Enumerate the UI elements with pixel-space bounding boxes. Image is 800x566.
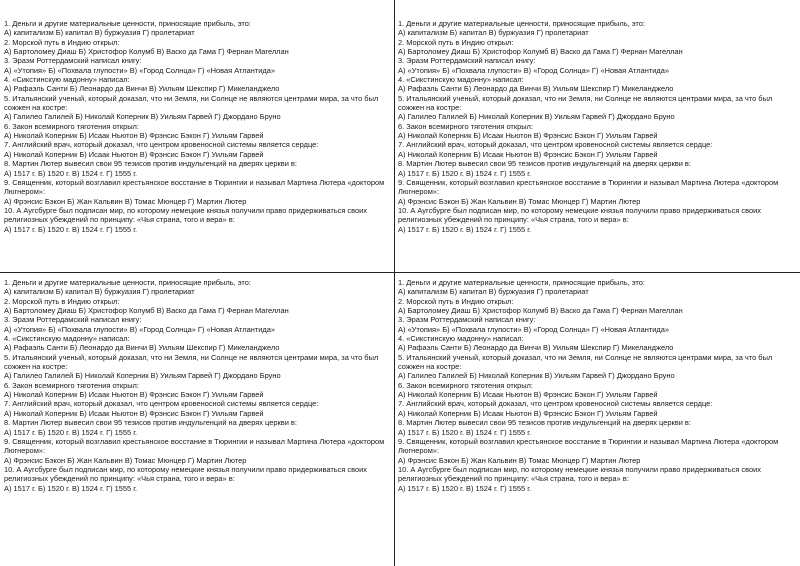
answer-options: А) Галилео Галилей Б) Николай Коперник В) Уильям Гарвей Г) Джордано Бруно [4, 112, 281, 122]
answer-options: А) 1517 г. Б) 1520 г. В) 1524 г. Г) 1555 г. [398, 427, 532, 437]
answer-options: А) Фрэнсис Бэкон Б) Жан Кальвин В) Томас Мюнцер Г) Мартин Лютер [4, 455, 247, 465]
question-text: 10. А Аугсбурге был подписан мир, по которому немецкие князья получили право придерживаться своих религиозных убеждений по принципу: «Чья страна, того и вера» в: [4, 464, 368, 484]
answer-options: А) Фрэнсис Бэкон Б) Жан Кальвин В) Томас Мюнцер Г) Мартин Лютер [4, 196, 247, 206]
question-text: 5. Итальянский ученый, который доказал, что ни Земля, ни Солнце не являются центрами мира, за что был сожжен на костре: [398, 93, 773, 113]
question-text: 2. Морской путь в Индию открыл: [398, 296, 514, 306]
answer-options: А) Галилео Галилей Б) Николай Коперник В) Уильям Гарвей Г) Джордано Бруно [398, 371, 675, 381]
question-text: 9. Священник, который возглавил крестьянское восстание в Тюрингии и называл Мартина Лютера «доктором Люгнером»: [398, 436, 779, 456]
answer-options: А) Николай Коперник Б) Исаак Ньютон В) Фрэнсис Бэкон Г) Уильям Гарвей [4, 390, 264, 400]
answer-options: А) 1517 г. Б) 1520 г. В) 1524 г. Г) 1555 г. [398, 224, 532, 234]
question-text: 5. Итальянский ученый, который доказал, что ни Земля, ни Солнце не являются центрами мира, за что был сожжен на костре: [4, 352, 379, 372]
question-text: 1. Деньги и другие материальные ценности, приносящие прибыль, это: [4, 278, 251, 287]
answer-options: А) Николай Коперник Б) Исаак Ньютон В) Фрэнсис Бэкон Г) Уильям Гарвей [4, 131, 264, 141]
answer-options: А) капитализм Б) капитал В) буржуазия Г) пролетариат [4, 28, 195, 38]
answer-options: А) Николай Коперник Б) Исаак Ньютон В) Фрэнсис Бэкон Г) Уильям Гарвей [398, 131, 658, 141]
answer-options: А) Рафаэль Санти Б) Леонардо да Винчи В) Уильям Шекспир Г) Микеланджело [398, 84, 674, 94]
question-text: 10. А Аугсбурге был подписан мир, по которому немецкие князья получили право придерживаться своих религиозных убеждений по принципу: «Чья страна, того и вера» в: [398, 205, 762, 225]
answer-options: А) Галилео Галилей Б) Николай Коперник В) Уильям Гарвей Г) Джордано Бруно [4, 371, 281, 381]
answer-options: А) «Утопия» Б) «Похвала глупости» В) «Город Солнца» Г) «Новая Атлантида» [4, 324, 276, 334]
question-text: 9. Священник, который возглавил крестьянское восстание в Тюрингии и называл Мартина Лютера «доктором Люгнером»: [398, 177, 779, 197]
question-text: 3. Эразм Роттердамский написал книгу: [4, 315, 142, 325]
question-text: 5. Итальянский ученый, который доказал, что ни Земля, ни Солнце не являются центрами мира, за что был сожжен на костре: [4, 93, 379, 113]
question-text: 2. Морской путь в Индию открыл: [4, 37, 120, 47]
answer-options: А) Рафаэль Санти Б) Леонардо да Винчи В) Уильям Шекспир Г) Микеланджело [4, 84, 280, 94]
question-text: 3. Эразм Роттердамский написал книгу: [398, 56, 536, 66]
answer-options: А) 1517 г. Б) 1520 г. В) 1524 г. Г) 1555 г. [398, 483, 532, 493]
answer-options: А) «Утопия» Б) «Похвала глупости» В) «Город Солнца» Г) «Новая Атлантида» [398, 324, 670, 334]
answer-options: А) Бартоломеу Диаш Б) Христофор Колумб В) Васко да Гама Г) Фернан Магеллан [4, 47, 289, 57]
question-text: 3. Эразм Роттердамский написал книгу: [398, 315, 536, 325]
quiz-card-bottom-right [398, 278, 782, 493]
question-text: 4. «Сикстинскую мадонну» написал: [398, 75, 524, 85]
answer-options: А) 1517 г. Б) 1520 г. В) 1524 г. Г) 1555 г. [398, 168, 532, 178]
question-text: 4. «Сикстинскую мадонну» написал: [4, 75, 130, 85]
question-text: 5. Итальянский ученый, который доказал, что ни Земля, ни Солнце не являются центрами мира, за что был сожжен на костре: [398, 352, 773, 372]
question-text: 6. Закон всемирного тяготения открыл: [4, 121, 139, 131]
quiz-card-top-right [398, 19, 782, 234]
question-text: 8. Мартин Лютер вывесил свои 95 тезисов против индульгенций на дверях церкви в: [398, 159, 691, 169]
question-text: 4. «Сикстинскую мадонну» написал: [398, 334, 524, 344]
question-text: 8. Мартин Лютер вывесил свои 95 тезисов против индульгенций на дверях церкви в: [4, 418, 297, 428]
question-text: 6. Закон всемирного тяготения открыл: [398, 380, 533, 390]
answer-options: А) 1517 г. Б) 1520 г. В) 1524 г. Г) 1555 г. [4, 224, 138, 234]
question-text: 7. Английский врач, который доказал, что центром кровеносной системы является сердце: [398, 140, 713, 150]
vertical-cut-line [394, 0, 395, 566]
answer-options: А) 1517 г. Б) 1520 г. В) 1524 г. Г) 1555 г. [4, 483, 138, 493]
answer-options: А) капитализм Б) капитал В) буржуазия Г) пролетариат [4, 287, 195, 297]
question-text: 8. Мартин Лютер вывесил свои 95 тезисов против индульгенций на дверях церкви в: [4, 159, 297, 169]
answer-options: А) Николай Коперник Б) Исаак Ньютон В) Фрэнсис Бэкон Г) Уильям Гарвей [4, 408, 264, 418]
question-text: 9. Священник, который возглавил крестьянское восстание в Тюрингии и называл Мартина Лютера «доктором Люгнером»: [4, 177, 385, 197]
question-text: 6. Закон всемирного тяготения открыл: [398, 121, 533, 131]
answer-options: А) капитализм Б) капитал В) буржуазия Г) пролетариат [398, 287, 589, 297]
answer-options: А) Бартоломеу Диаш Б) Христофор Колумб В) Васко да Гама Г) Фернан Магеллан [398, 306, 683, 316]
answer-options: А) «Утопия» Б) «Похвала глупости» В) «Город Солнца» Г) «Новая Атлантида» [4, 65, 276, 75]
answer-options: А) Бартоломеу Диаш Б) Христофор Колумб В) Васко да Гама Г) Фернан Магеллан [4, 306, 289, 316]
answer-options: А) Николай Коперник Б) Исаак Ньютон В) Фрэнсис Бэкон Г) Уильям Гарвей [398, 149, 658, 159]
quiz-card-top-left [4, 19, 388, 234]
horizontal-cut-line [0, 272, 800, 273]
question-text: 2. Морской путь в Индию открыл: [398, 37, 514, 47]
answer-options: А) Галилео Галилей Б) Николай Коперник В) Уильям Гарвей Г) Джордано Бруно [398, 112, 675, 122]
question-text: 7. Английский врач, который доказал, что центром кровеносной системы является сердце: [4, 399, 319, 409]
quiz-card-bottom-left [4, 278, 388, 493]
answer-options: А) Бартоломеу Диаш Б) Христофор Колумб В) Васко да Гама Г) Фернан Магеллан [398, 47, 683, 57]
answer-options: А) Николай Коперник Б) Исаак Ньютон В) Фрэнсис Бэкон Г) Уильям Гарвей [398, 408, 658, 418]
answer-options: А) Фрэнсис Бэкон Б) Жан Кальвин В) Томас Мюнцер Г) Мартин Лютер [398, 196, 641, 206]
question-text: 4. «Сикстинскую мадонну» написал: [4, 334, 130, 344]
question-text: 8. Мартин Лютер вывесил свои 95 тезисов против индульгенций на дверях церкви в: [398, 418, 691, 428]
answer-options: А) 1517 г. Б) 1520 г. В) 1524 г. Г) 1555 г. [4, 168, 138, 178]
question-text: 3. Эразм Роттердамский написал книгу: [4, 56, 142, 66]
question-text: 2. Морской путь в Индию открыл: [4, 296, 120, 306]
answer-options: А) Николай Коперник Б) Исаак Ньютон В) Фрэнсис Бэкон Г) Уильям Гарвей [4, 149, 264, 159]
question-text: 6. Закон всемирного тяготения открыл: [4, 380, 139, 390]
question-text: 1. Деньги и другие материальные ценности, приносящие прибыль, это: [398, 278, 645, 287]
answer-options: А) «Утопия» Б) «Похвала глупости» В) «Город Солнца» Г) «Новая Атлантида» [398, 65, 670, 75]
answer-options: А) 1517 г. Б) 1520 г. В) 1524 г. Г) 1555 г. [4, 427, 138, 437]
answer-options: А) Рафаэль Санти Б) Леонардо да Винчи В) Уильям Шекспир Г) Микеланджело [4, 343, 280, 353]
question-text: 1. Деньги и другие материальные ценности, приносящие прибыль, это: [398, 19, 645, 28]
question-text: 10. А Аугсбурге был подписан мир, по которому немецкие князья получили право придерживаться своих религиозных убеждений по принципу: «Чья страна, того и вера» в: [4, 205, 368, 225]
question-text: 9. Священник, который возглавил крестьянское восстание в Тюрингии и называл Мартина Лютера «доктором Люгнером»: [4, 436, 385, 456]
question-text: 10. А Аугсбурге был подписан мир, по которому немецкие князья получили право придерживаться своих религиозных убеждений по принципу: «Чья страна, того и вера» в: [398, 464, 762, 484]
question-text: 7. Английский врач, который доказал, что центром кровеносной системы является сердце: [398, 399, 713, 409]
answer-options: А) капитализм Б) капитал В) буржуазия Г) пролетариат [398, 28, 589, 38]
question-text: 7. Английский врач, который доказал, что центром кровеносной системы является сердце: [4, 140, 319, 150]
question-text: 1. Деньги и другие материальные ценности, приносящие прибыль, это: [4, 19, 251, 28]
answer-options: А) Николай Коперник Б) Исаак Ньютон В) Фрэнсис Бэкон Г) Уильям Гарвей [398, 390, 658, 400]
answer-options: А) Рафаэль Санти Б) Леонардо да Винчи В) Уильям Шекспир Г) Микеланджело [398, 343, 674, 353]
answer-options: А) Фрэнсис Бэкон Б) Жан Кальвин В) Томас Мюнцер Г) Мартин Лютер [398, 455, 641, 465]
